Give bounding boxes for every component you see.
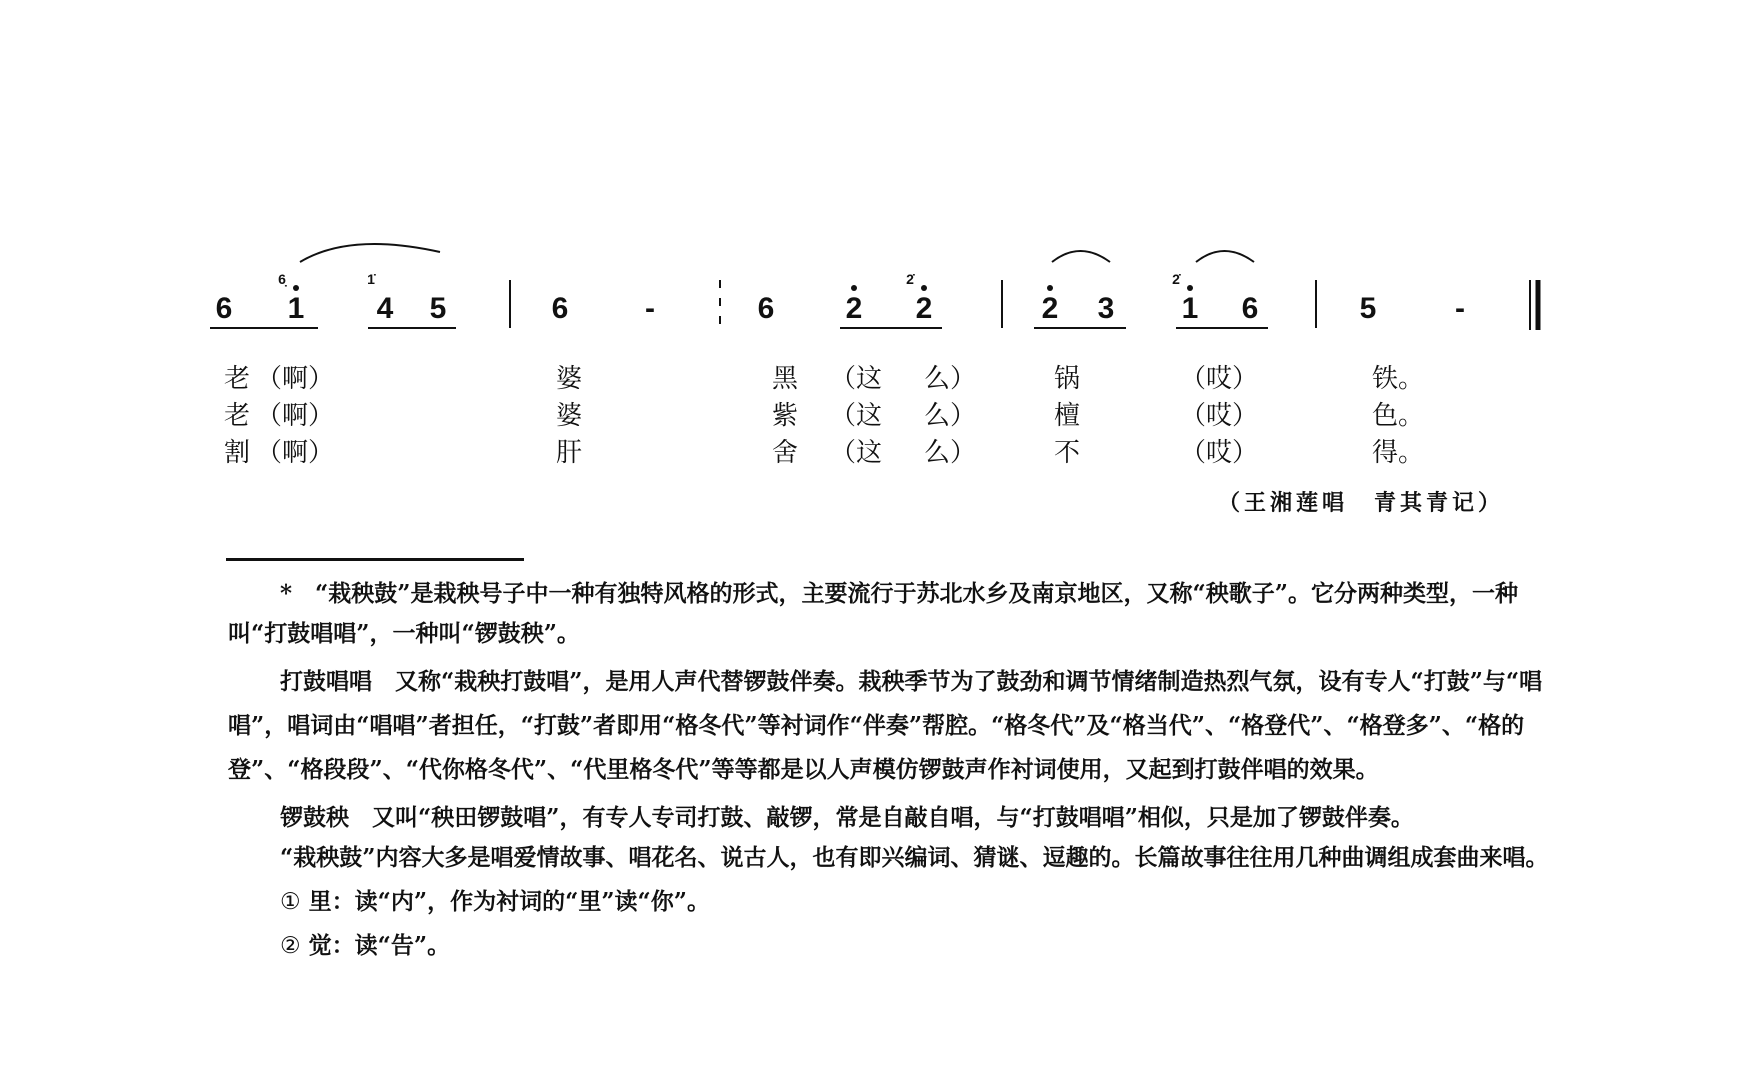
note-digit: 3 bbox=[1097, 292, 1115, 325]
lyric-syllable: 色。 bbox=[1372, 401, 1425, 431]
lyric-syllable: 老 bbox=[224, 364, 251, 394]
note-digit: - bbox=[1455, 292, 1465, 325]
lyric-syllable: 老 bbox=[224, 401, 251, 431]
lyric-syllable: 不 bbox=[1054, 438, 1081, 468]
lyric-syllable: （哎） bbox=[1180, 364, 1259, 394]
footnote-paragraph-1: 打鼓唱唱 又称“栽秧打鼓唱”，是用人声代替锣鼓伴奏。栽秧季节为了鼓劲和调节情绪制造热烈气氛，设有专人“打鼓”与“唱唱”，唱词由“唱唱”者担任，“打鼓”者即用“格冬代”等衬词作“伴奏”帮腔。“格冬代”及“格当代”、“格登代”、“格登多”、“格的登”、“格段段”、“代你格冬代”、“代里格冬代”等等都是以人声模仿锣鼓声作衬词使用，又起到打鼓伴唱的效果。 bbox=[228, 668, 1543, 783]
notes-layer bbox=[216, 271, 1465, 325]
grace-note: 2̇ bbox=[1172, 271, 1180, 287]
lyric-syllable: （啊） bbox=[256, 438, 335, 468]
slur bbox=[1052, 251, 1110, 262]
note-digit: 5 bbox=[1359, 292, 1377, 325]
lyric-syllable: （啊） bbox=[256, 401, 335, 431]
note-digit: 6 bbox=[551, 292, 569, 325]
lyric-syllable: 么） bbox=[924, 438, 977, 468]
lyric-syllable: 婆 bbox=[556, 401, 583, 431]
footnote-divider bbox=[226, 558, 524, 561]
footnote-paragraph-2: 锣鼓秧 又叫“秧田锣鼓唱”，有专人专司打鼓、敲锣，常是自敲自唱，与“打鼓唱唱”相似，只是加了锣鼓伴奏。 bbox=[280, 804, 1414, 831]
lyric-syllable: 舍 bbox=[772, 438, 799, 468]
note-marker: ② bbox=[280, 933, 301, 959]
note-text: 里：读“内”，作为衬词的“里”读“你”。 bbox=[308, 888, 711, 915]
grace-note: 1̇ bbox=[367, 271, 375, 287]
note-digit: 1 bbox=[287, 292, 305, 325]
footnote-note-1 bbox=[228, 882, 1560, 922]
note-digit: 6 bbox=[215, 292, 233, 325]
lyric-syllable: 黑 bbox=[772, 364, 799, 394]
performer-credit: （王湘莲唱 青其青记） bbox=[1218, 490, 1505, 516]
footnote-paragraph-3: “栽秧鼓”内容大多是唱爱情故事、唱花名、说古人，也有即兴编词、猜谜、逗趣的。长篇故事往往用几种曲调组成套曲来唱。 bbox=[280, 844, 1549, 871]
note-digit: 1 bbox=[1181, 292, 1199, 325]
octave-dot bbox=[851, 285, 857, 291]
lyric-syllable: 檀 bbox=[1054, 401, 1081, 431]
lyric-syllable: 得。 bbox=[1372, 438, 1425, 468]
lines-layer bbox=[210, 244, 1538, 330]
note-digit: 5 bbox=[429, 292, 447, 325]
lyric-syllable: （这 bbox=[830, 438, 883, 468]
note-digit: 6 bbox=[757, 292, 775, 325]
slur bbox=[300, 244, 440, 262]
footnotes-block bbox=[228, 574, 1560, 966]
octave-dot bbox=[1187, 285, 1193, 291]
octave-dot bbox=[293, 285, 299, 291]
lyric-syllable: （这 bbox=[830, 401, 883, 431]
note-digit: - bbox=[645, 292, 655, 325]
note-digit: 4 bbox=[376, 292, 394, 325]
note-digit: 2 bbox=[1041, 292, 1059, 325]
lyric-syllable: （哎） bbox=[1180, 401, 1259, 431]
note-digit: 2 bbox=[915, 292, 933, 325]
lyric-syllable: （这 bbox=[830, 364, 883, 394]
lyric-syllable: 么） bbox=[924, 364, 977, 394]
octave-dot bbox=[921, 285, 927, 291]
grace-note: 2̇ bbox=[906, 271, 914, 287]
lyric-syllable: 锅 bbox=[1054, 364, 1081, 394]
slur bbox=[1196, 251, 1254, 262]
footnote-note-2 bbox=[228, 926, 1560, 966]
lyric-syllable: 婆 bbox=[556, 364, 583, 394]
lyric-syllable: （哎） bbox=[1180, 438, 1259, 468]
lyric-syllable: 肝 bbox=[556, 438, 583, 468]
footnote-intro: * “栽秧鼓”是栽秧号子中一种有独特风格的形式，主要流行于苏北水乡及南京地区，又称“秧歌子”。它分两种类型，一种叫“打鼓唱唱”，一种叫“锣鼓秧”。 bbox=[228, 580, 1518, 647]
note-text: 觉：读“告”。 bbox=[308, 932, 451, 959]
lyric-syllable: （啊） bbox=[256, 364, 335, 394]
note-digit: 2 bbox=[845, 292, 863, 325]
grace-note: 6̣ bbox=[278, 271, 286, 287]
octave-dot bbox=[1047, 285, 1053, 291]
lyric-syllable: 铁。 bbox=[1372, 364, 1425, 394]
note-marker: ① bbox=[280, 889, 301, 915]
note-digit: 6 bbox=[1241, 292, 1259, 325]
lyric-syllable: 紫 bbox=[772, 401, 799, 431]
lyric-syllable: 割 bbox=[224, 438, 251, 468]
lyric-syllable: 么） bbox=[924, 401, 977, 431]
